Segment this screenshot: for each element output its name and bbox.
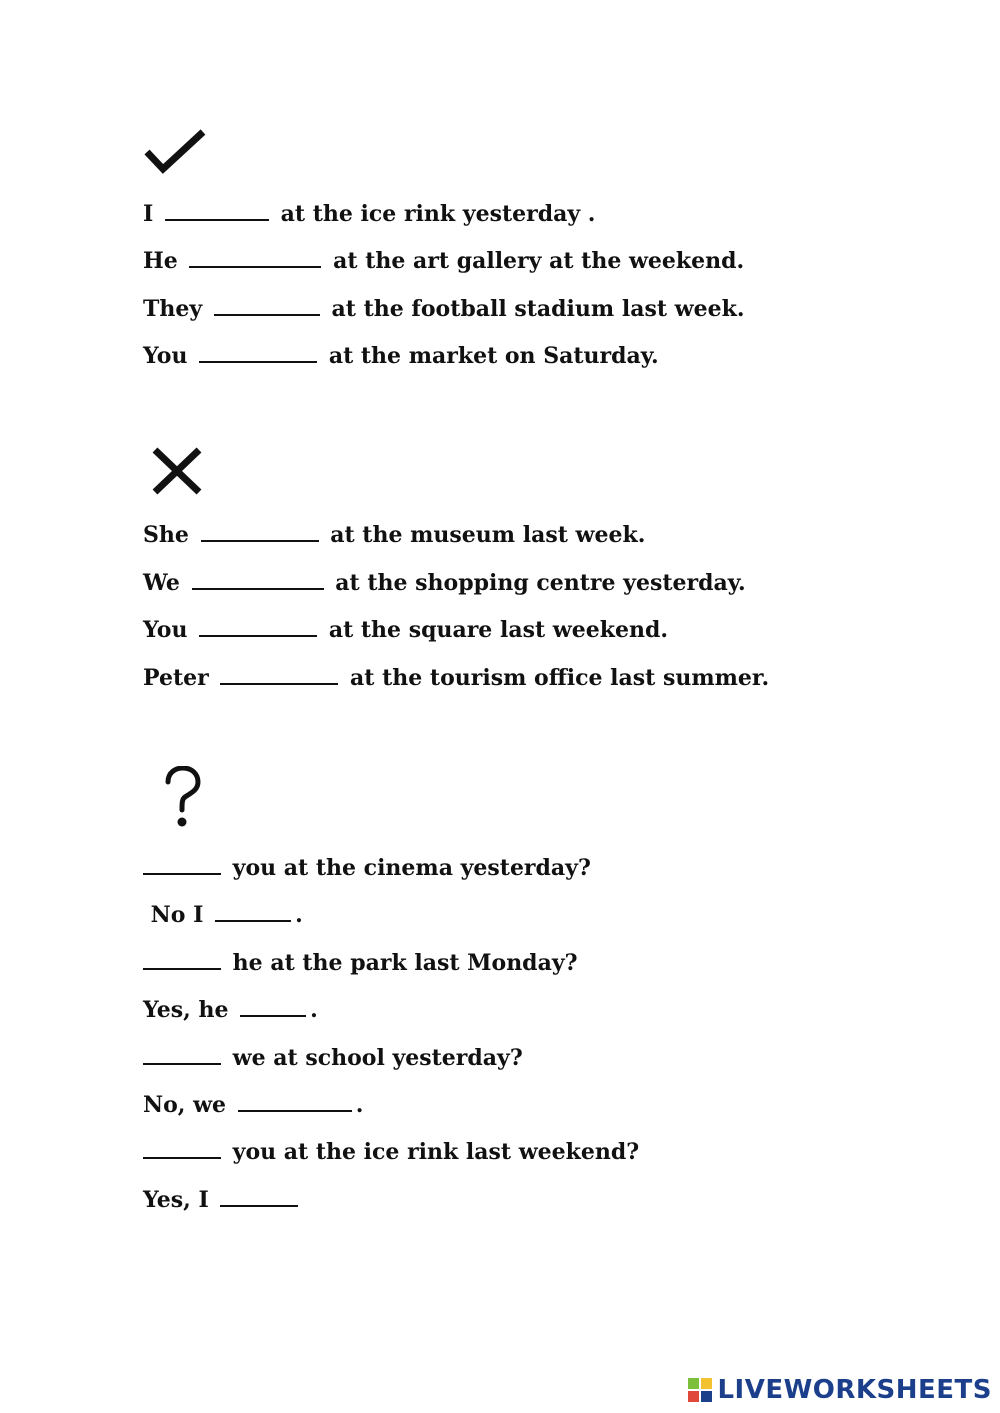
negative-sentence: We at the shopping centre yesterday.: [143, 570, 746, 596]
question-sentence: you at the cinema yesterday?: [143, 853, 591, 883]
answer-blank[interactable]: [143, 1043, 221, 1065]
affirmative-sentence: They at the football stadium last week.: [143, 296, 745, 322]
answer-blank[interactable]: [201, 520, 319, 542]
answer-blank[interactable]: [240, 995, 306, 1017]
answer-blank[interactable]: [199, 341, 317, 363]
answer-blank[interactable]: [143, 853, 221, 875]
question-sentence: we at school yesterday?: [143, 1043, 523, 1073]
answer-blank[interactable]: [220, 1185, 298, 1207]
answer-blank[interactable]: [165, 199, 269, 221]
answer-sentence: No, we .: [143, 1092, 364, 1118]
brand-name: LIVEWORKSHEETS: [717, 1375, 992, 1405]
answer-sentence: Yes, he .: [143, 997, 318, 1023]
liveworksheets-logo-icon: [687, 1377, 713, 1403]
answer-sentence: Yes, I: [143, 1185, 302, 1215]
negative-sentence: Peter at the tourism office last summer.: [143, 665, 770, 691]
liveworksheets-logo[interactable]: [687, 1375, 992, 1405]
check-mark-icon: [143, 128, 207, 176]
answer-blank[interactable]: [220, 663, 338, 685]
question-mark-icon: [162, 766, 204, 830]
answer-blank[interactable]: [192, 568, 324, 590]
negative-sentence: You at the square last weekend.: [143, 617, 668, 643]
affirmative-sentence: He at the art gallery at the weekend.: [143, 248, 745, 274]
answer-blank[interactable]: [214, 294, 320, 316]
cross-mark-icon: [150, 446, 204, 496]
answer-blank[interactable]: [143, 1137, 221, 1159]
affirmative-sentence: You at the market on Saturday.: [143, 343, 659, 369]
answer-blank[interactable]: [189, 246, 321, 268]
negative-sentence: She at the museum last week.: [143, 522, 646, 548]
answer-blank[interactable]: [199, 615, 317, 637]
answer-blank[interactable]: [143, 948, 221, 970]
question-sentence: you at the ice rink last weekend?: [143, 1137, 639, 1167]
answer-blank[interactable]: [215, 900, 291, 922]
answer-blank[interactable]: [238, 1090, 352, 1112]
question-sentence: he at the park last Monday?: [143, 948, 578, 978]
answer-sentence: No I .: [143, 902, 303, 928]
affirmative-sentence: I at the ice rink yesterday .: [143, 201, 596, 227]
